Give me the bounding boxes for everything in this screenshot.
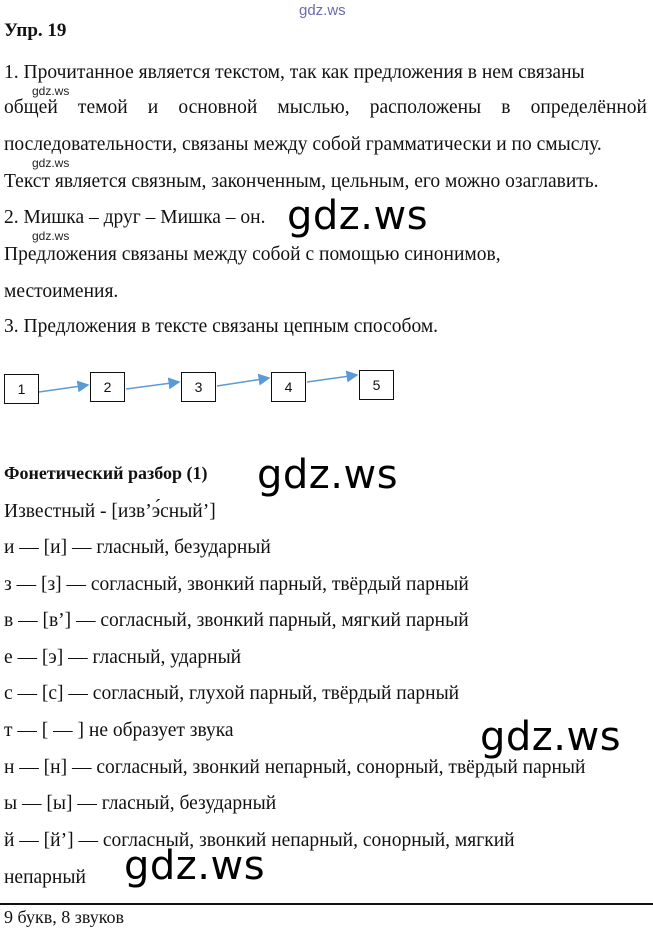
chain-box-2: 2	[90, 372, 125, 402]
p1-line-2: общей темой и основной мыслью, расположены в определённой	[4, 97, 647, 118]
p2-line-2: Предложения связаны между собой с помощью синонимов,	[4, 244, 501, 265]
p1-line-4: Текст является связным, законченным, цельным, его можно озаглавить.	[4, 171, 599, 192]
chain-arrow	[217, 378, 269, 386]
phonetic-line: н — [н] — согласный, звонкий непарный, сонорный, твёрдый парный	[4, 757, 586, 778]
big-watermark: gdz.ws	[287, 193, 429, 239]
phonetic-line: з — [з] — согласный, звонкий парный, твёрдый парный	[4, 574, 469, 595]
big-watermark: gdz.ws	[257, 452, 399, 498]
p1-line-1: 1. Прочитанное является текстом, так как предложения в нем связаны	[4, 62, 585, 83]
chain-arrow	[307, 375, 357, 382]
phonetic-line: с — [с] — согласный, глухой парный, твёрдый парный	[4, 683, 460, 704]
exercise-title: Упр. 19	[4, 20, 67, 41]
p2-line-3: местоимения.	[4, 281, 119, 302]
p3-line-1: 3. Предложения в тексте связаны цепным способом.	[4, 316, 439, 337]
big-watermark: gdz.ws	[124, 843, 266, 889]
chain-box-1: 1	[4, 374, 39, 404]
small-watermark: gdz.ws	[32, 229, 70, 243]
big-watermark: gdz.ws	[480, 714, 622, 760]
chain-box-5: 5	[359, 370, 394, 400]
phonetic-summary: 9 букв, 8 звуков	[4, 907, 125, 927]
chain-arrow	[126, 382, 179, 389]
chain-arrow	[39, 385, 88, 392]
phonetic-line: в — [в’] — согласный, звонкий парный, мягкий парный	[4, 610, 469, 631]
p1-line-3: последовательности, связаны между собой грамматически и по смыслу.	[4, 134, 602, 155]
phonetic-line: е — [э] — гласный, ударный	[4, 647, 242, 668]
chain-box-3: 3	[181, 372, 216, 402]
chain-box-4: 4	[271, 372, 306, 402]
phonetic-word: Известный - [изв’э́сный’]	[4, 501, 216, 522]
phonetic-line: ы — [ы] — гласный, безударный	[4, 793, 277, 814]
p2-line-1: 2. Мишка – друг – Мишка – он.	[4, 207, 266, 228]
phonetic-line: й — [й’] — согласный, звонкий непарный, сонорный, мягкий	[4, 830, 515, 851]
phonetic-continuation: непарный	[4, 867, 86, 888]
small-watermark: gdz.ws	[32, 84, 70, 98]
small-watermark: gdz.ws	[32, 156, 70, 170]
top-watermark: gdz.ws	[299, 2, 346, 19]
phonetic-line: и — [и] — гласный, безударный	[4, 537, 271, 558]
phonetic-heading: Фонетический разбор (1)	[4, 463, 208, 483]
bottom-rule	[0, 903, 653, 905]
phonetic-line: т — [ — ] не образует звука	[4, 720, 234, 741]
